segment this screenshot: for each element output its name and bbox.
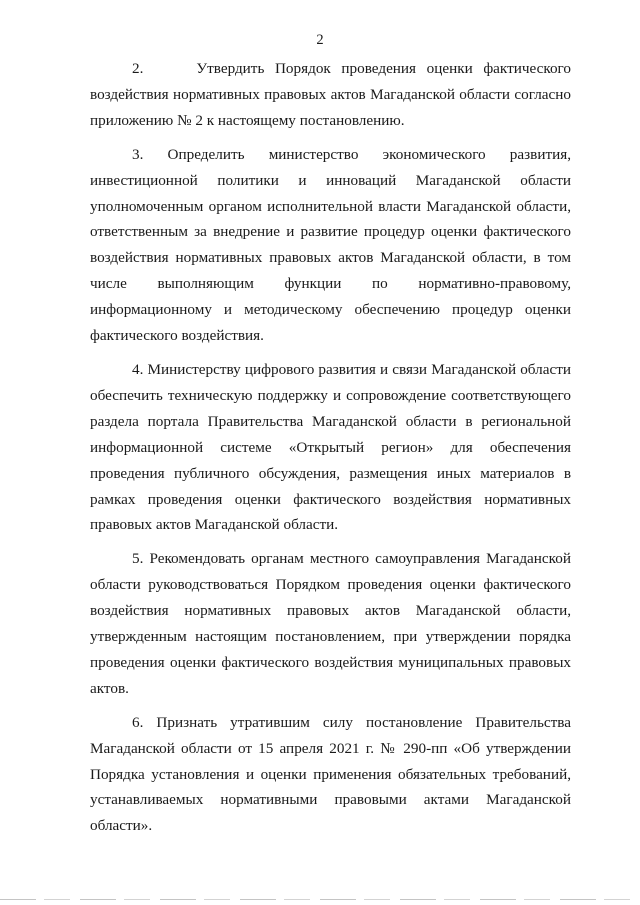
- paragraph-item-5: 5. Рекомендовать органам местного самоуправления Магаданской области руководствоваться Порядком проведения оценки фактического воздействия нормативных правовых актов Магаданской области, утвержденным настоящим постановлением, при утверждении порядка проведения оценки фактического воздействия муниципальных правовых актов.: [90, 550, 571, 697]
- page-number: 2: [316, 32, 324, 48]
- paragraph-item-2: 2. Утвердить Порядок проведения оценки фактического воздействия нормативных правовых актов Магаданской области согласно приложению № 2 к настоящему постановлению.: [90, 60, 571, 129]
- paragraph-item-6: 6. Признать утратившим силу постановление Правительства Магаданской области от 15 апреля 2021 г. № 290-пп «Об утверждении Порядка установления и оценки применения обязательных требований, устанавливаемых нормативными правовыми актами Магаданской области».: [90, 713, 571, 835]
- paragraph-item-3: 3. Определить министерство экономического развития, инвестиционной политики и инноваций Магаданской области уполномоченным органом исполнительной власти Магаданской области, ответственным за внедрение и развитие процедур оценки фактического воздействия нормативных правовых актов Магаданской области, в том числе выполняющим функции по нормативно-правовому, информационному и методическому обеспечению процедур оценки фактического воздействия.: [90, 145, 571, 345]
- paragraph-item-4: 4. Министерству цифрового развития и связи Магаданской области обеспечить техническую поддержку и сопровождение соответствующего раздела портала Правительства Магаданской области в региональной информационной системе «Открытый регион» для обеспечения проведения публичного обсуждения, размещения иных материалов в рамках проведения оценки фактического воздействия нормативных правовых актов Магаданской области.: [90, 360, 571, 534]
- scan-edge-line: [0, 899, 640, 900]
- document-body: [90, 56, 571, 847]
